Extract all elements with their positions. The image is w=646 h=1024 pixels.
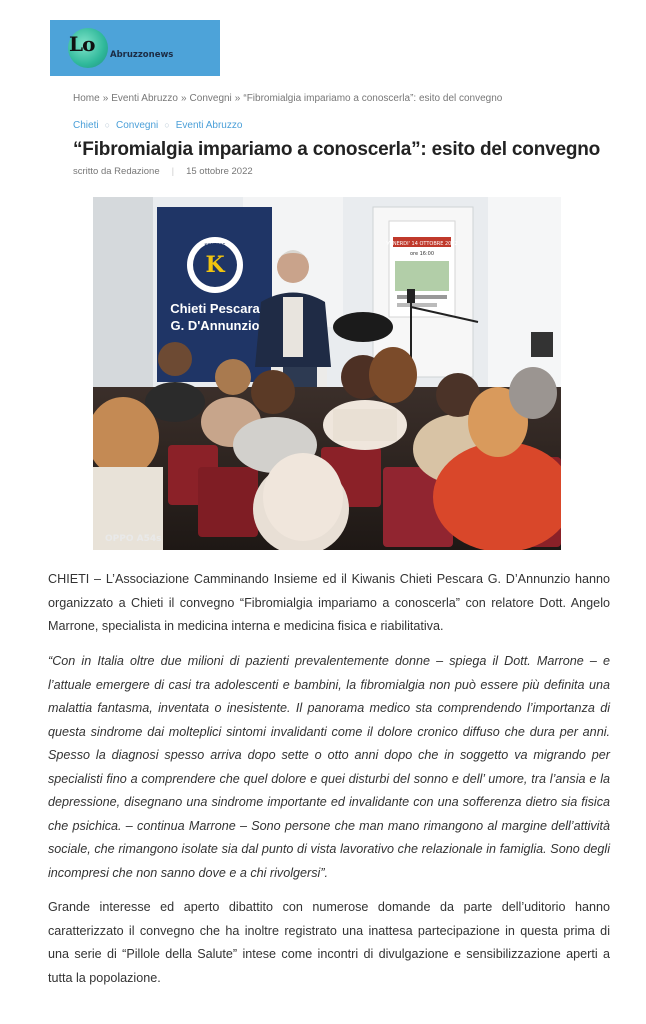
banner-line1: Chieti Pescara	[170, 301, 260, 316]
breadcrumb-separator: »	[234, 93, 241, 104]
category-list	[73, 120, 242, 131]
camera-watermark: OPPO A54s	[105, 534, 162, 544]
article-meta	[73, 166, 253, 177]
poster-date: VENERDI' 14 OTTOBRE 2022	[386, 241, 458, 247]
breadcrumb-separator: »	[180, 93, 187, 104]
logo-name: Abruzzonews	[110, 50, 174, 60]
article-paragraph: Grande interesse ed aperto dibattito con numerose domande da parte dell’uditorio hanno caratterizzato il convegno che ha inoltre registrato una inattesa partecipazione in questa prima di una serie di “Pillole della Salute” intese come incontri di divulgazione e sensibilizzazione aperti a tutta la popolazione.	[48, 900, 610, 985]
breadcrumb	[73, 93, 502, 104]
logo-letters: Lo	[69, 32, 95, 56]
category-chieti-link[interactable]: Chieti	[73, 120, 99, 131]
banner-logo-text: KIWANIS	[204, 243, 226, 249]
breadcrumb-current: “Fibromialgia impariamo a conoscerla”: esito del convegno	[243, 93, 503, 104]
article-date: 15 ottobre 2022	[186, 166, 253, 177]
category-convegni-link[interactable]: Convegni	[116, 120, 159, 131]
article-quote-paragraph: “Con in Italia oltre due milioni di pazienti prevalentemente donne – spiega il Dott. Marrone – e l’attuale emergere di casi tra adolescenti e bambini, la fibromialgia non può essere più definita una malattia fantasma, inventata o inesistente. Il panorama medico sta comprendendo l’importanza di questa sindrome dai molteplici sintomi invalidanti come il dolore cronico diffuso che dura per anni. Spesso la diagnosi spesso arriva dopo sette o otto anni dopo che in soggetto va migrando per specialisti fino a comprendere che quel dolore e quei disturbi del sonno e dell’ umore, tra l’ansia e la depressione, disegnano una sindrome importante ed invalidante con una sofferenza dietro sia fisica che psichica. – continua Marrone – Sono persone che man mano rimangono al margine dell’attività sociale, che rimangono isolate sia dal punto di vista lavorativo che relazionale in famiglia. Sono degli incompresi che non sanno dove e a chi rivolgersi”.	[48, 654, 610, 880]
svg-text:K: K	[205, 252, 225, 278]
breadcrumb-convegni-link[interactable]: Convegni	[189, 93, 232, 104]
breadcrumb-home-link[interactable]: Home	[73, 93, 100, 104]
breadcrumb-separator: »	[102, 93, 109, 104]
meta-divider: |	[171, 166, 175, 177]
article-paragraph: CHIETI – L’Associazione Camminando Insieme ed il Kiwanis Chieti Pescara G. D’Annunzio hanno organizzato a Chieti il convegno “Fibromialgia impariamo a conoscerla” con relatore Dott. Angelo Marrone, specialista in medicina interna e medicina fisica e riabilitativa.	[48, 572, 610, 633]
site-logo[interactable]	[50, 20, 220, 76]
breadcrumb-eventi-abruzzo-link[interactable]: Eventi Abruzzo	[111, 93, 178, 104]
article-photo	[93, 197, 561, 550]
article-author[interactable]: scritto da Redazione	[73, 166, 160, 177]
article-title: “Fibromialgia impariamo a conoscerla”: esito del convegno	[73, 139, 601, 160]
banner-line2: G. D'Annunzio	[170, 318, 260, 333]
category-separator: ○	[104, 120, 111, 130]
category-separator: ○	[164, 120, 170, 130]
category-eventi-abruzzo-link[interactable]: Eventi Abruzzo	[175, 120, 243, 131]
poster-time: ore 16:00	[409, 251, 435, 257]
